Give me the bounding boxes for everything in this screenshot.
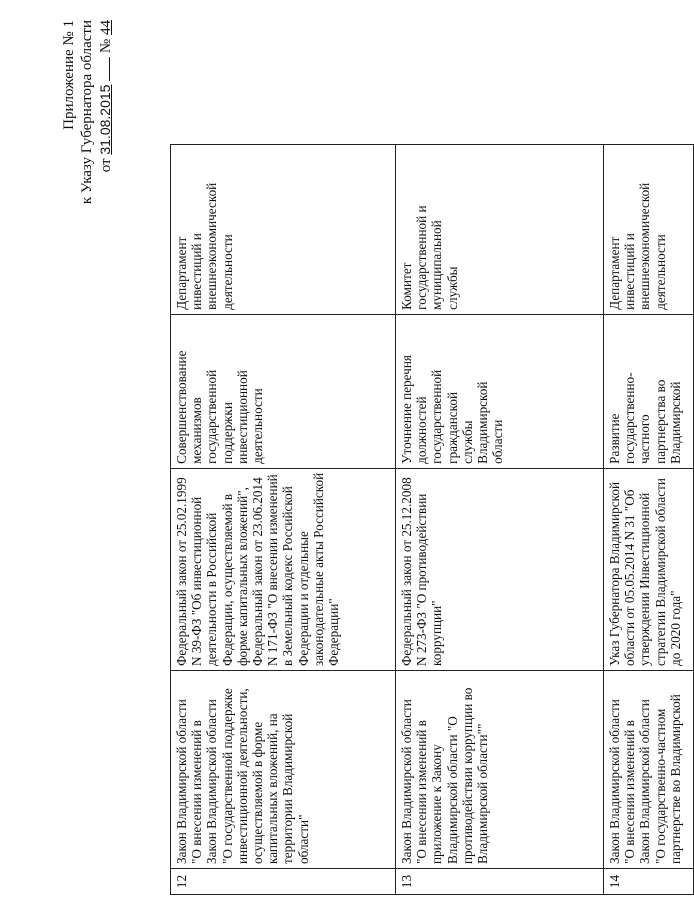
legal-basis-cell bbox=[396, 468, 604, 670]
cell-text-line: Указ Губернатора Владимирской bbox=[607, 482, 622, 666]
cell-text-line: в Земельный кодекс Российской bbox=[280, 486, 296, 666]
cell-text-line: государственной и bbox=[414, 205, 430, 310]
cell-text-line: службы bbox=[444, 266, 460, 310]
table-row bbox=[396, 144, 604, 894]
cell-text-line: гражданской bbox=[444, 391, 460, 464]
cell-text-line: коррупции" bbox=[429, 600, 445, 666]
responsible-cell bbox=[396, 144, 604, 314]
date-number-line bbox=[96, 20, 115, 204]
cell-text-line: муниципальной bbox=[429, 220, 445, 310]
legal-basis-cell bbox=[171, 468, 396, 670]
cell-text-line: Уточнение перечня bbox=[399, 355, 414, 464]
purpose-cell bbox=[171, 314, 396, 468]
cell-text-line: деятельности bbox=[219, 234, 235, 310]
number-label: № bbox=[98, 38, 114, 54]
cell-text-line: территории Владимирской bbox=[280, 713, 296, 864]
cell-text-line: Федерации, осуществляемой в bbox=[219, 493, 235, 666]
cell-text-line: деятельности bbox=[652, 234, 668, 310]
cell-text-line: государственной bbox=[429, 369, 445, 464]
cell-text-line: законодательные акты Российской bbox=[310, 472, 326, 666]
cell-text-line: Совершенствование bbox=[174, 350, 189, 464]
cell-text-line: N 273-ФЗ "О противодействии bbox=[414, 493, 430, 666]
cell-text-line: "О государственной поддержке bbox=[219, 688, 235, 864]
decree-date: 31.08.2015 bbox=[97, 84, 113, 155]
cell-text-line: Владимирской области "О bbox=[444, 716, 460, 864]
cell-text-line: Департамент bbox=[607, 236, 622, 310]
cell-text-line: Федеральный закон от 25.12.2008 bbox=[399, 477, 414, 666]
from-label: от bbox=[98, 158, 114, 173]
cell-text-line: Федеральный закон от 25.02.1999 bbox=[174, 477, 189, 666]
cell-text-line: Департамент bbox=[174, 236, 189, 310]
cell-text-line: механизмов bbox=[189, 397, 205, 464]
cell-text-line: должностей bbox=[414, 396, 430, 464]
cell-text-line: службы bbox=[459, 420, 475, 464]
cell-text-line: Комитет bbox=[399, 262, 414, 310]
cell-text-line: Закон Владимирской области bbox=[204, 699, 220, 864]
cell-text-line: форме капитальных вложений", bbox=[234, 487, 250, 666]
cell-text-line: инвестиций и bbox=[189, 233, 205, 310]
row-number: 12 bbox=[171, 869, 396, 895]
cell-text-line: государственно- bbox=[622, 372, 638, 464]
cell-text-line: "О внесении изменений в bbox=[189, 720, 205, 864]
cell-text-line: Федеральный закон от 23.06.2014 bbox=[250, 477, 266, 666]
cell-text-line: осуществляемой в форме bbox=[250, 721, 266, 864]
cell-text-line: партнерстве во Владимирской bbox=[667, 694, 683, 864]
cell-text-line: Федерации" bbox=[326, 598, 342, 666]
cell-text-line: утверждении Инвестиционной bbox=[637, 492, 653, 666]
cell-text-line: Владимирской области"" bbox=[475, 723, 491, 864]
appendix-header bbox=[60, 20, 115, 204]
cell-text-line: инвестиционной bbox=[234, 370, 250, 464]
responsible-cell bbox=[171, 144, 396, 314]
cell-text-line: Закон Владимирской области bbox=[174, 699, 189, 864]
cell-text-line: N 39-ФЗ "Об инвестиционной bbox=[189, 496, 205, 666]
cell-text-line: деятельности в Российской bbox=[204, 512, 220, 666]
cell-text-line: поддержки bbox=[219, 402, 235, 464]
draft-act-cell bbox=[171, 671, 396, 869]
cell-text-line: Развитие bbox=[607, 413, 622, 464]
appendix-title: Приложение № 1 bbox=[61, 20, 77, 130]
legislation-plan-table bbox=[170, 144, 694, 895]
row-number: 14 bbox=[604, 869, 694, 895]
cell-text-line: противодействии коррупции во bbox=[459, 687, 475, 864]
purpose-cell bbox=[604, 314, 694, 468]
cell-text-line: Федерации и отдельные bbox=[295, 531, 311, 666]
cell-text-line: "О внесении изменений в bbox=[414, 720, 430, 864]
cell-text-line: внешнеэкономической bbox=[637, 182, 653, 310]
cell-text-line: Закон Владимирской области bbox=[637, 699, 653, 864]
decree-number: 44 bbox=[98, 20, 114, 35]
cell-text-line: инвестиционной деятельности, bbox=[234, 688, 250, 864]
table-row bbox=[604, 144, 694, 894]
cell-text-line: Владимирской bbox=[475, 381, 491, 464]
draft-act-cell bbox=[396, 671, 604, 869]
cell-text-line: стратегии Владимирской области bbox=[652, 478, 668, 666]
cell-text-line: области от 05.05.2014 N 31 "Об bbox=[622, 489, 638, 666]
cell-text-line: приложение к Закону bbox=[429, 744, 445, 864]
cell-text-line: "О внесении изменений в bbox=[622, 720, 638, 864]
cell-text-line: N 171-ФЗ "О внесении изменений bbox=[265, 474, 281, 666]
legal-basis-cell bbox=[604, 468, 694, 670]
responsible-cell bbox=[604, 144, 694, 314]
cell-text-line: инвестиций и bbox=[622, 233, 638, 310]
cell-text-line: внешнеэкономической bbox=[204, 182, 220, 310]
cell-text-line: области bbox=[490, 419, 506, 464]
cell-text-line: до 2020 года" bbox=[667, 590, 683, 666]
cell-text-line: Закон Владимирской области bbox=[607, 699, 622, 864]
table-row bbox=[171, 144, 396, 894]
cell-text-line: государственной bbox=[204, 369, 220, 464]
cell-text-line: деятельности bbox=[250, 388, 266, 464]
date-underline bbox=[97, 57, 110, 81]
draft-act-cell bbox=[604, 671, 694, 869]
cell-text-line: Закон Владимирской области bbox=[399, 699, 414, 864]
cell-text-line: партнерства во bbox=[652, 379, 668, 464]
cell-text-line: области" bbox=[295, 814, 311, 864]
decree-reference: к Указу Губернатора области bbox=[79, 20, 95, 205]
cell-text-line: Владимирской bbox=[667, 381, 683, 464]
purpose-cell bbox=[396, 314, 604, 468]
cell-text-line: частного bbox=[637, 414, 653, 464]
row-number: 13 bbox=[396, 869, 604, 895]
cell-text-line: капитальных вложений, на bbox=[265, 713, 281, 864]
cell-text-line: "О государственно-частном bbox=[652, 708, 668, 864]
